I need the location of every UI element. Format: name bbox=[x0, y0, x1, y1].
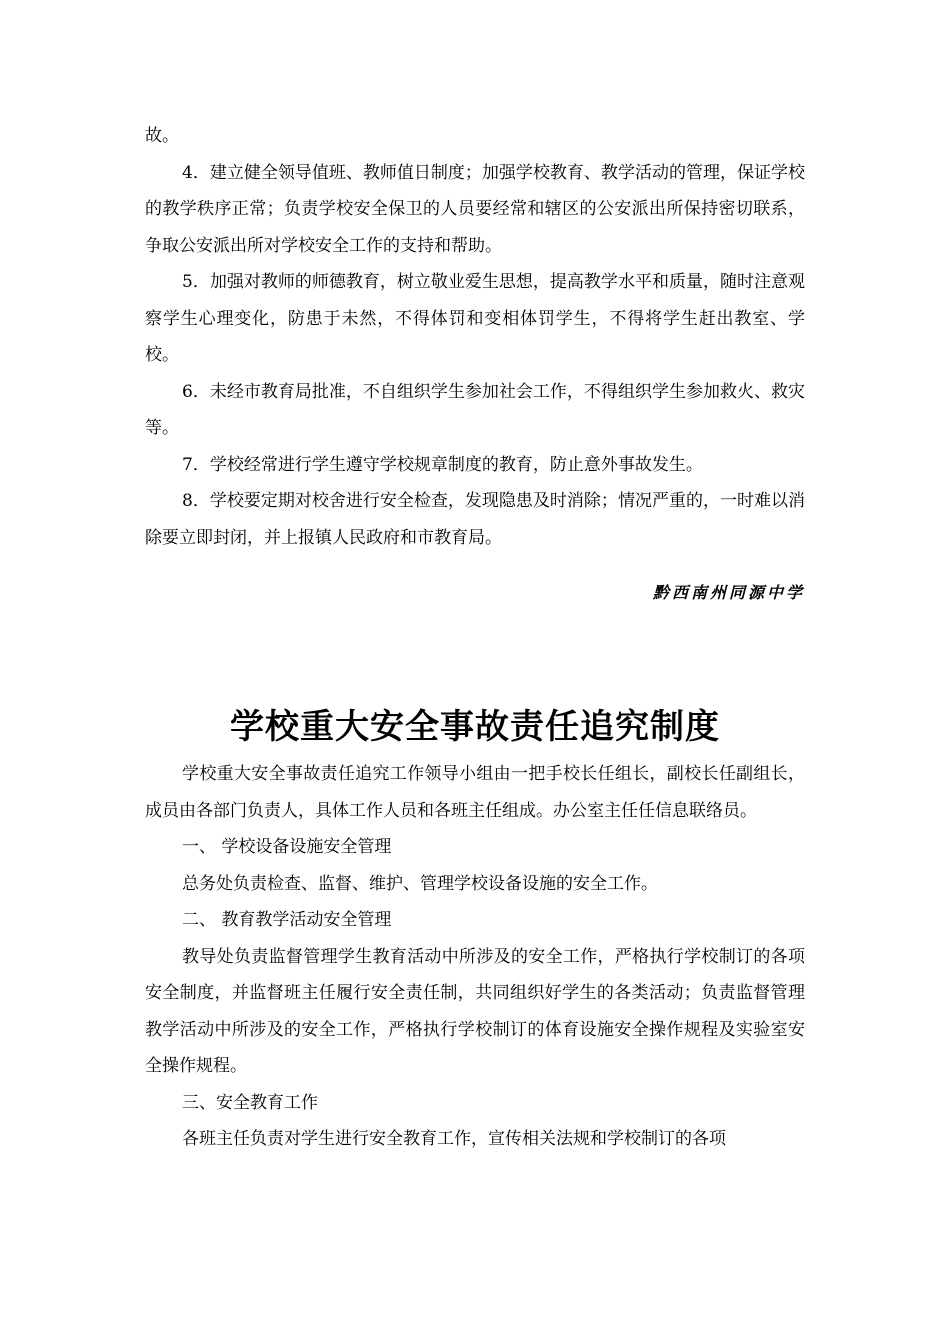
paragraph-item-4: 4．建立健全领导值班、教师值日制度；加强学校教育、教学活动的管理，保证学校的教学秩序正常；负责学校安全保卫的人员要经常和辖区的公安派出所保持密切联系，争取公安派出所对学校安全工作的支持和帮助。 bbox=[145, 162, 805, 256]
paragraph-item-5: 5．加强对教师的师德教育，树立敬业爱生思想，提高教学水平和质量，随时注意观察学生心理变化，防患于未然，不得体罚和变相体罚学生，不得将学生赶出教室、学校。 bbox=[145, 272, 805, 365]
school-signature: 黔西南州同源中学 bbox=[652, 583, 805, 602]
paragraph-continuation: 故。 bbox=[145, 126, 179, 146]
document-page bbox=[145, 118, 805, 1158]
paragraph-item-8: 8．学校要定期对校舍进行安全检查，发现隐患及时消除；情况严重的，一时难以消除要立即封闭，并上报镇人民政府和市教育局。 bbox=[145, 491, 805, 548]
paragraph-intro: 学校重大安全事故责任追究工作领导小组由一把手校长任组长，副校长任副组长，成员由各部门负责人，具体工作人员和各班主任组成。办公室主任任信息联络员。 bbox=[145, 764, 805, 821]
paragraph-item-7: 7．学校经常进行学生遵守学校规章制度的教育，防止意外事故发生。 bbox=[182, 454, 703, 475]
section-heading-3: 三、安全教育工作 bbox=[182, 1092, 318, 1113]
paragraph-item-6: 6．未经市教育局批准，不自组织学生参加社会工作，不得组织学生参加救火、救灾等。 bbox=[145, 381, 805, 438]
paragraph-section-1: 总务处负责检查、监督、维护、管理学校设备设施的安全工作。 bbox=[182, 873, 658, 894]
section-heading-1: 一、 学校设备设施安全管理 bbox=[182, 837, 392, 857]
paragraph-section-2: 教导处负责监督管理学生教育活动中所涉及的安全工作，严格执行学校制订的各项安全制度，并监督班主任履行安全责任制，共同组织好学生的各类活动；负责监督管理教学活动中所涉及的安全工作，严格执行学校制订的体育设施安全操作规程及实验室安全操作规程。 bbox=[145, 946, 805, 1076]
paragraph-section-3: 各班主任负责对学生进行安全教育工作，宣传相关法规和学校制订的各项 bbox=[182, 1129, 726, 1149]
document-title: 学校重大安全事故责任追究制度 bbox=[230, 707, 720, 747]
section-heading-2: 二、 教育教学活动安全管理 bbox=[182, 910, 392, 930]
